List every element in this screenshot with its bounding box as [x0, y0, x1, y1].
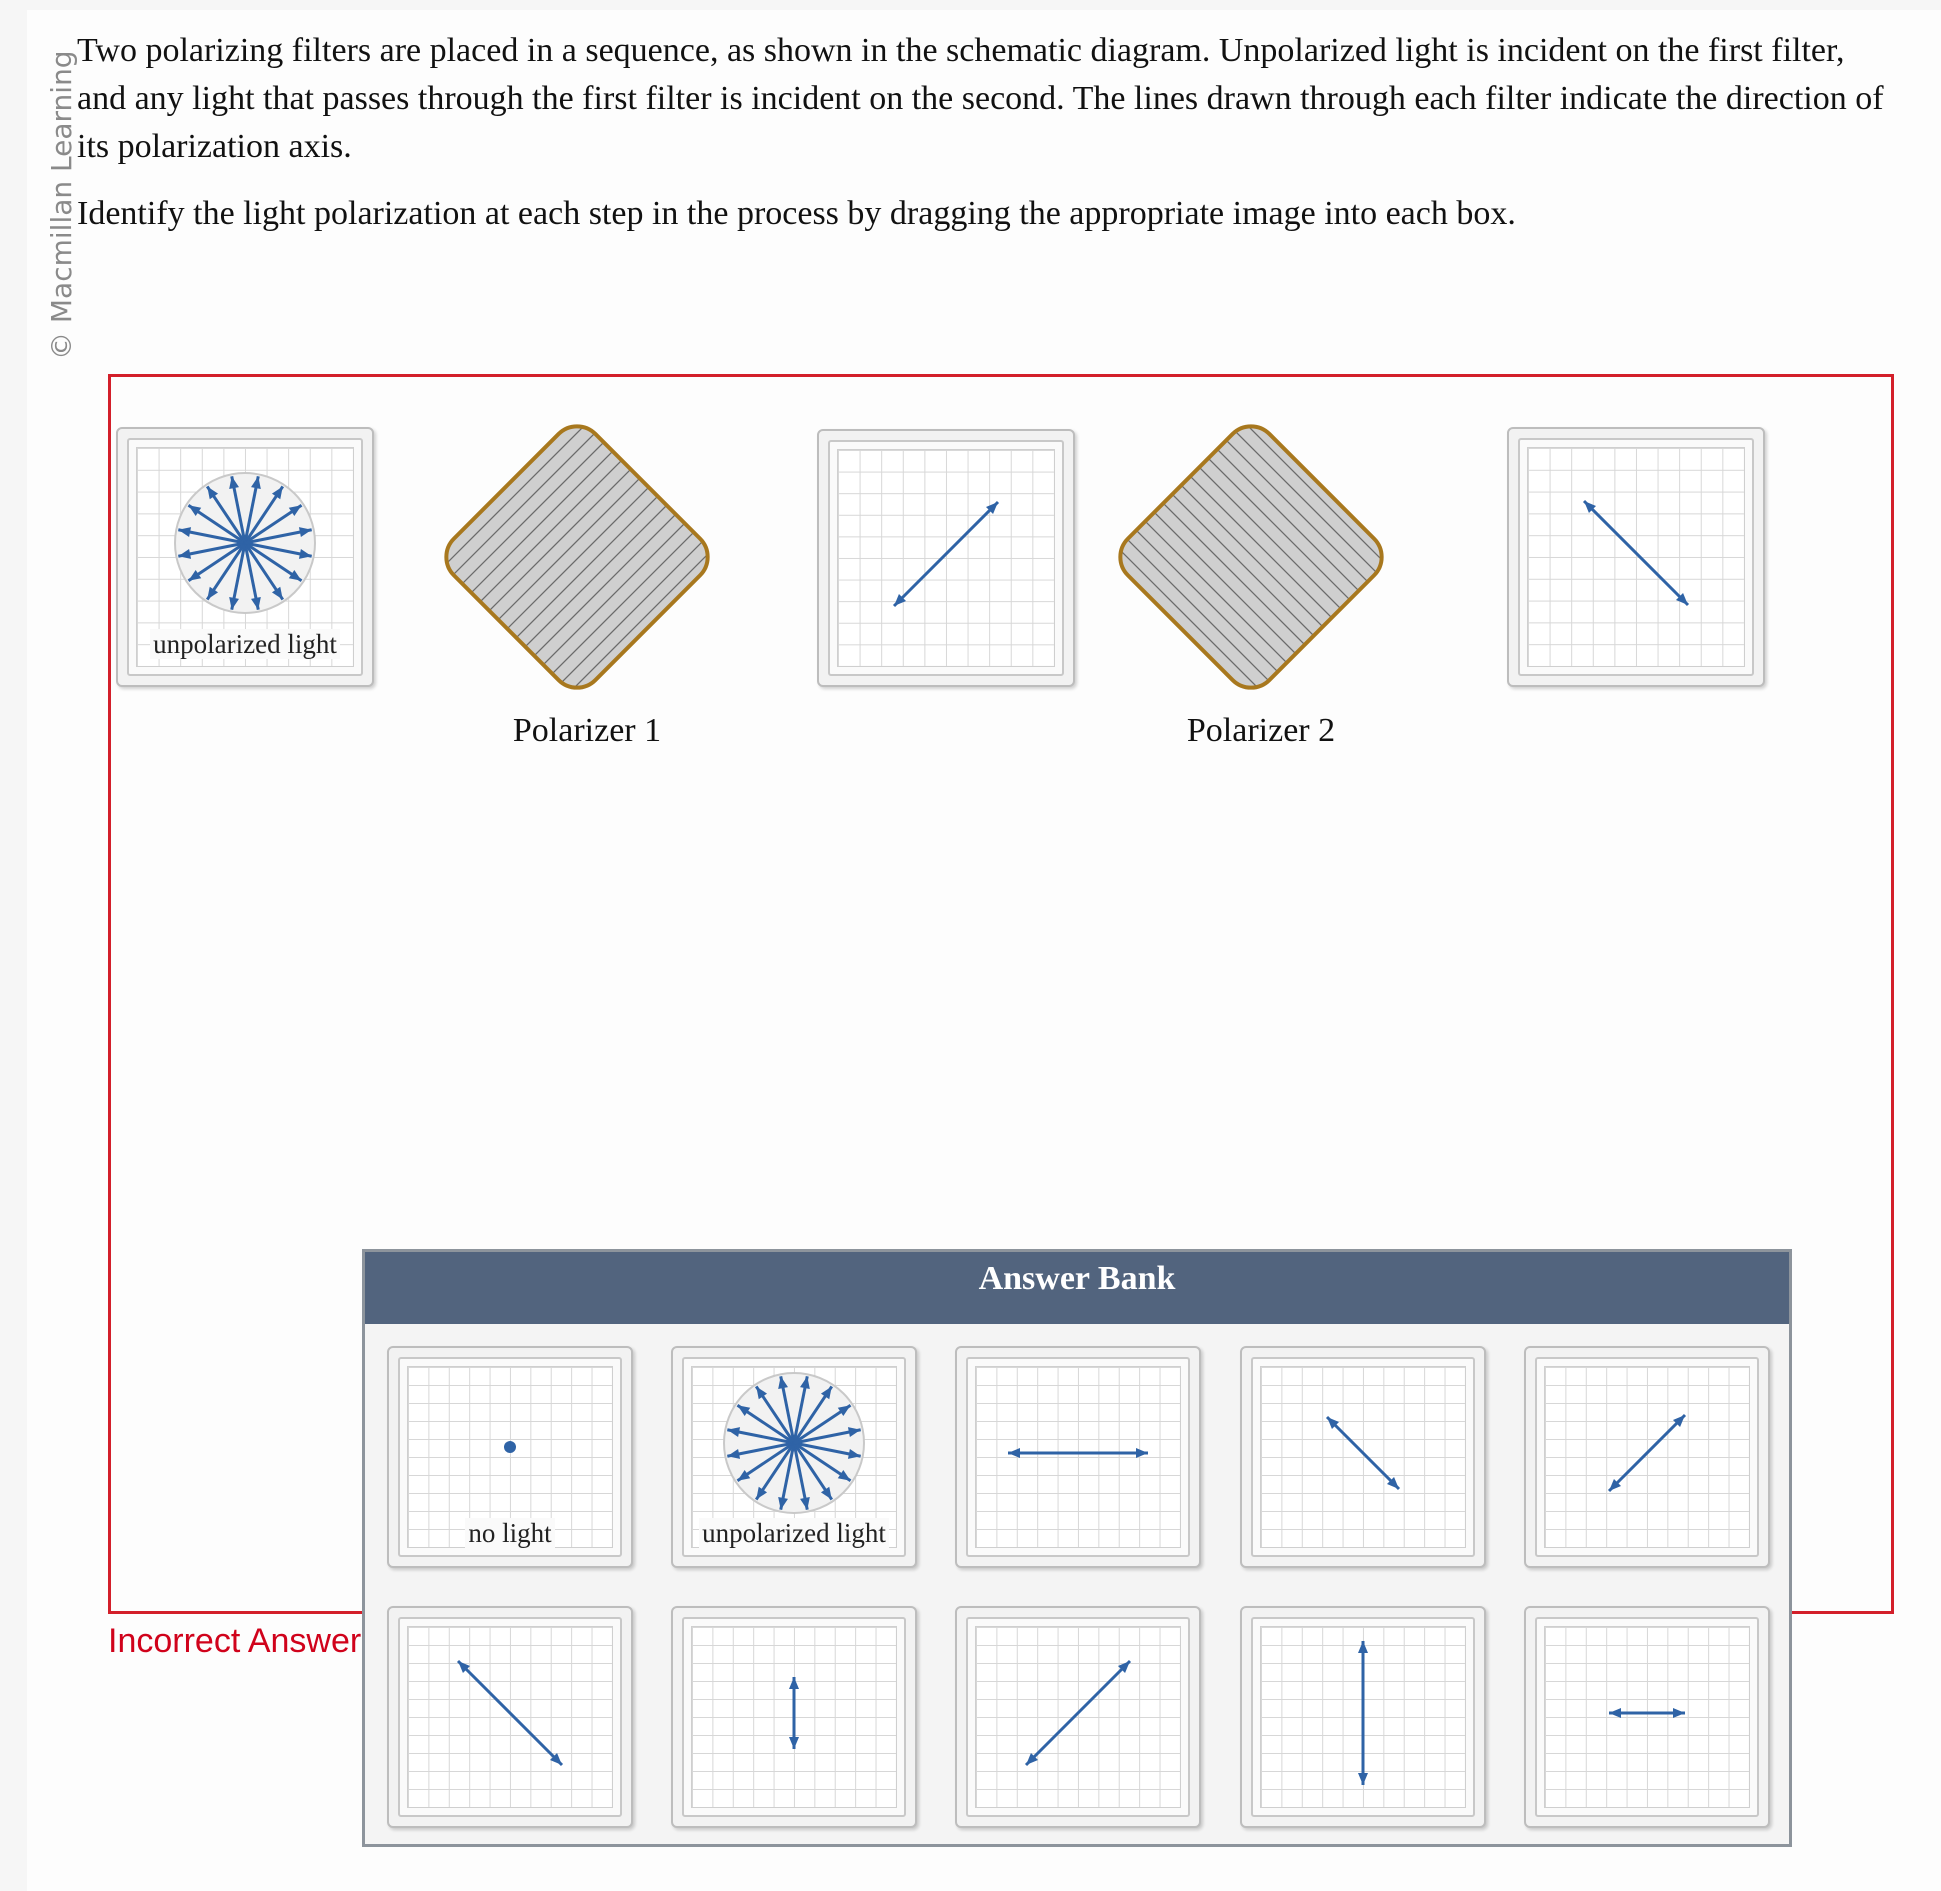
polarization-icon — [1526, 1608, 1768, 1826]
answer-card[interactable] — [671, 1606, 917, 1828]
answer-card[interactable] — [1524, 1606, 1770, 1828]
polarization-icon — [957, 1348, 1199, 1566]
source-light-box — [116, 427, 374, 687]
answer-bank — [362, 1249, 1792, 1847]
polarizer-1-filter — [417, 397, 737, 717]
polarizer-2-filter — [1091, 397, 1411, 717]
answer-card[interactable] — [955, 1346, 1201, 1568]
copyright-credit: © Macmillan Learning — [45, 50, 78, 360]
polarization-icon — [673, 1608, 915, 1826]
answer-bank-title: Answer Bank — [365, 1252, 1789, 1324]
drop-box-after-polarizer-1[interactable] — [817, 429, 1075, 687]
answer-card-label: no light — [465, 1518, 554, 1548]
polarizer-1-label: Polarizer 1 — [512, 712, 662, 749]
answer-card[interactable] — [671, 1346, 917, 1568]
answer-card-label: unpolarized light — [699, 1518, 889, 1548]
polarization-icon — [389, 1608, 631, 1826]
source-light-label: unpolarized light — [150, 629, 340, 659]
answer-card[interactable] — [955, 1606, 1201, 1828]
drop-box-after-polarizer-2[interactable] — [1507, 427, 1765, 687]
status-message: Incorrect Answer — [108, 1622, 362, 1660]
drag-drop-area — [108, 374, 1894, 1614]
answer-card[interactable] — [387, 1346, 633, 1568]
answer-card[interactable] — [1240, 1606, 1486, 1828]
answer-card[interactable] — [1524, 1346, 1770, 1568]
diagonal-polarization-icon — [1509, 429, 1763, 685]
polarization-icon — [1242, 1608, 1484, 1826]
polarization-icon — [1242, 1348, 1484, 1566]
polarizer-2-label: Polarizer 2 — [1186, 712, 1336, 749]
polarization-icon — [1526, 1348, 1768, 1566]
answer-card[interactable] — [387, 1606, 633, 1828]
diagonal-polarization-icon — [819, 431, 1073, 685]
answer-card[interactable] — [1240, 1346, 1486, 1568]
polarization-icon — [957, 1608, 1199, 1826]
instruction-text: Identify the light polarization at each step in the process by dragging the appropriate image into each box. — [77, 195, 1516, 232]
question-text: Two polarizing filters are placed in a sequence, as shown in the schematic diagram. Unpolarized light is incident on the first filter, and any light that passes through the first filter is incident on the second. The lines drawn through each filter indicate the direction of its polarization axis. — [77, 32, 1884, 165]
